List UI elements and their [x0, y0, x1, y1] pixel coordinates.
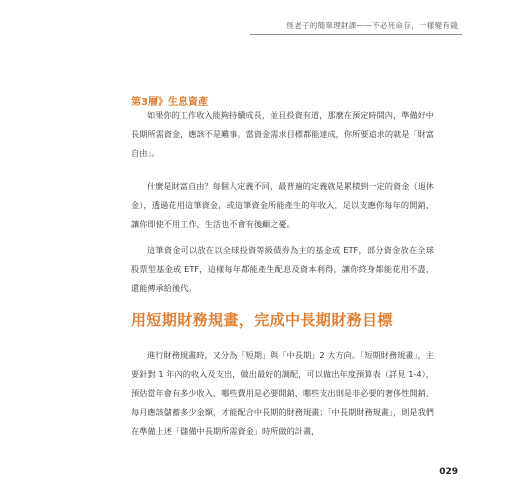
running-header: 怪老子的簡單理財課——不必死命存，一樣變有錢 — [286, 21, 458, 30]
paragraph-1: 如果你的工作收入能夠持續成長，並且投資有道，那麼在預定時間內，準備好中長期所需資金，應該不是難事。當資金需求目標都能達成，你所要追求的就是「財富自由」。 — [131, 110, 434, 158]
paragraph-4: 進行財務規畫時，又分為「短期」與「中長期」2 大方向。「短期財務規畫」，主要針對 1 年內的收入及支出，做出最好的調配，可以做出年度預算表（詳見 1-4），預估當年會有多少收入、哪些費用是必要開銷、哪些支出則是非必要的奢侈性開銷、每月應該儲蓄多少金額，才能配合中長期的財務規畫；「中長期財務規畫」，則是我們在準備上述「儲備中長期所需資金」時所做的計畫， — [131, 350, 434, 436]
header-rule — [250, 34, 462, 35]
paragraph-2: 什麼是財富自由？每個人定義不同，最普遍的定義就是累積到一定的資金（退休金），透過花用這筆資金，或這筆資金所能產生的年收入，足以支應你每年的開銷，讓你即使不用工作，生活也不會有後顧之憂。 — [131, 181, 434, 229]
paragraph-3: 這筆資金可以放在以全球投資等級債券為主的基金或 ETF，部分資金放在全球股票型基金或 ETF，這樣每年都能產生配息及資本利得，讓你終身都能花用不盡，還能傳承給後代。 — [131, 245, 434, 293]
section-heading: 第3層》生息資產 — [131, 97, 208, 108]
chapter-subtitle: 用短期財務規畫，完成中長期財務目標 — [131, 311, 393, 329]
page-number: 029 — [439, 467, 458, 477]
